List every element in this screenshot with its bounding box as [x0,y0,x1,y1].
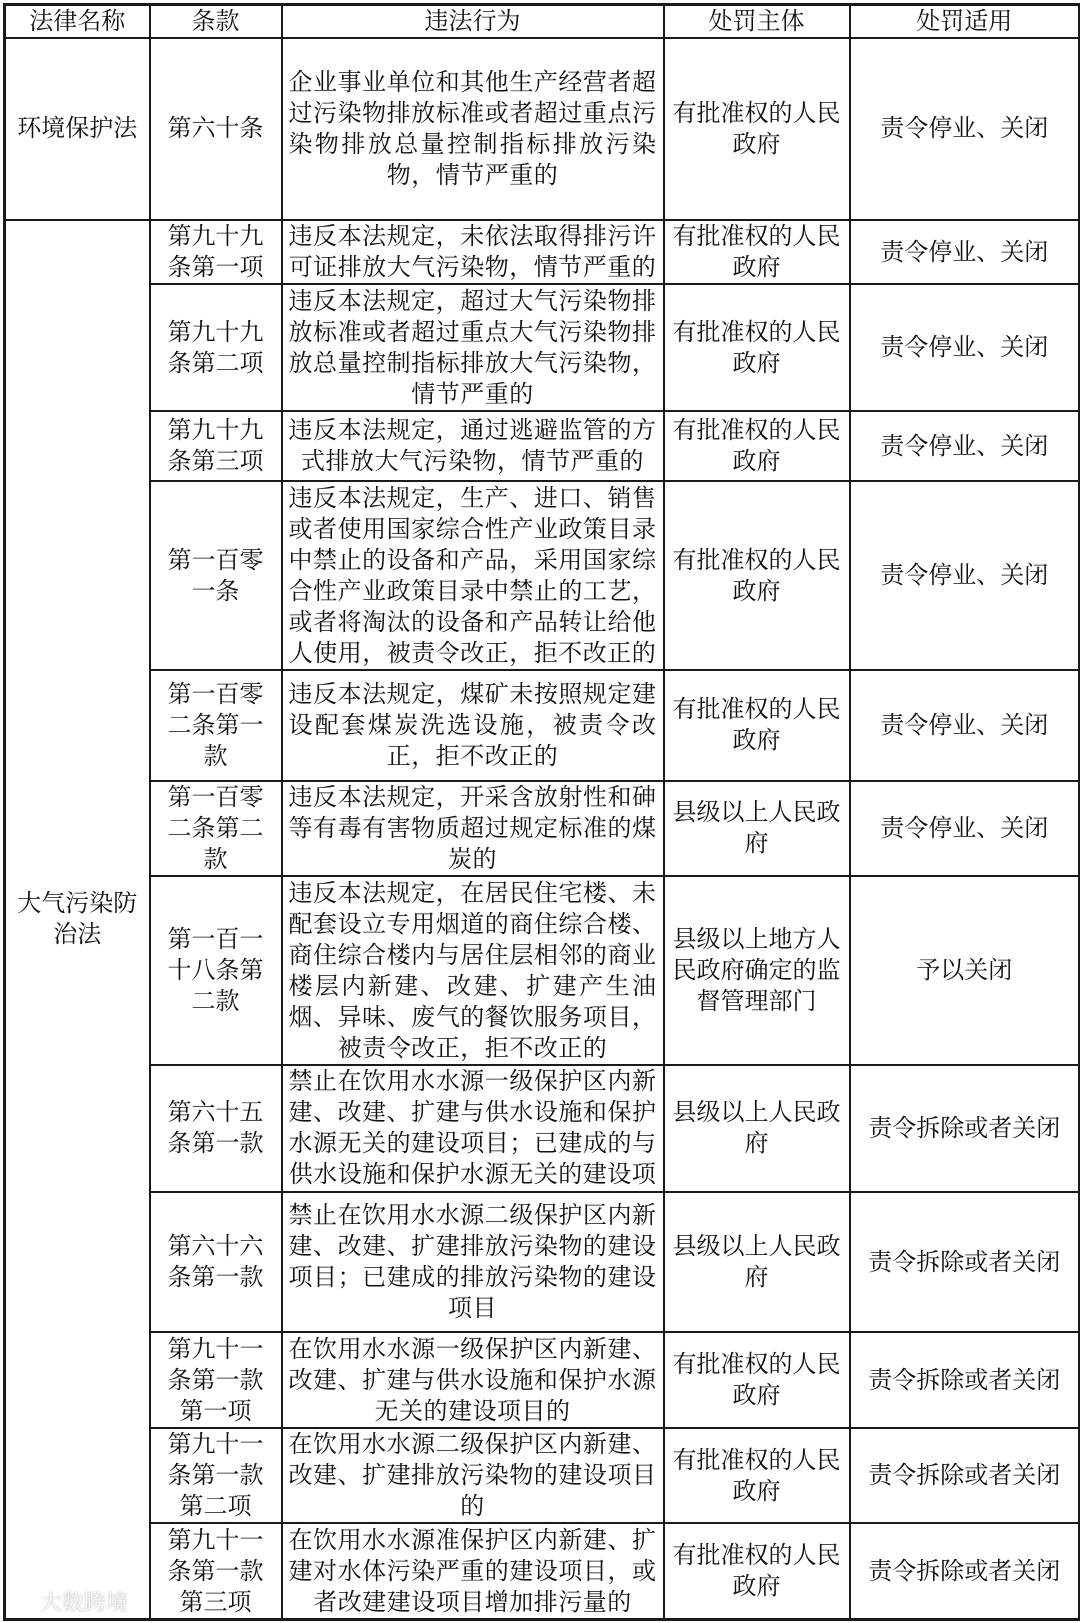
authority-cell: 县级以上人民政府 [664,1065,850,1192]
violation-cell: 企业事业单位和其他生产经营者超过污染物排放标准或者超过重点污染物排放总量控制指标排放污染物，情节严重的 [282,38,664,220]
table-row [5,1332,1080,1427]
table-row [5,781,1080,876]
table-row [5,1065,1080,1192]
violation-cell: 禁止在饮用水水源一级保护区内新建、改建、扩建与供水设施和保护水源无关的建设项目；已建成的与供水设施和保护水源无关的建设项 [282,1065,664,1192]
violation-cell: 违反本法规定，通过逃避监管的方式排放大气污染物，情节严重的 [282,411,664,481]
violation-cell: 违反本法规定，开采含放射性和砷等有毒有害物质超过规定标准的煤炭的 [282,781,664,876]
law-penalty-table [3,3,1080,1621]
authority-cell: 有批准权的人民政府 [664,670,850,781]
violation-cell: 违反本法规定，超过大气污染物排放标准或者超过重点大气污染物排放总量控制指标排放大气污染物，情节严重的 [282,284,664,411]
table-row [5,1523,1080,1619]
violation-cell: 违反本法规定，在居民住宅楼、未配套设立专用烟道的商住综合楼、商住综合楼内与居住层相邻的商业楼层内新建、改建、扩建产生油烟、异味、废气的餐饮服务项目，被责令改正，拒不改正的 [282,876,664,1065]
table-row [5,220,1080,284]
penalty-cell: 责令停业、关闭 [850,38,1080,220]
penalty-cell: 予以关闭 [850,876,1080,1065]
table-row [5,876,1080,1065]
table-row [5,481,1080,670]
penalty-cell: 责令拆除或者关闭 [850,1332,1080,1427]
article-cell: 第九十一条第一款第二项 [150,1428,282,1523]
article-cell: 第一百一十八条第二款 [150,876,282,1065]
penalty-cell: 责令拆除或者关闭 [850,1065,1080,1192]
violation-cell: 在饮用水水源准保护区内新建、扩建对水体污染严重的建设项目，或者改建建设项目增加排污量的 [282,1523,664,1619]
article-cell: 第九十一条第一款第三项 [150,1523,282,1619]
violation-cell: 禁止在饮用水水源二级保护区内新建、改建、扩建排放污染物的建设项目；已建成的排放污染物的建设项目 [282,1192,664,1333]
law-penalty-table-container [3,3,1078,1621]
authority-cell: 有批准权的人民政府 [664,1428,850,1523]
violation-cell: 在饮用水水源二级保护区内新建、改建、扩建排放污染物的建设项目的 [282,1428,664,1523]
column-header-article: 条款 [150,5,282,39]
penalty-cell: 责令停业、关闭 [850,481,1080,670]
article-cell: 第六十五条第一款 [150,1065,282,1192]
authority-cell: 县级以上地方人民政府确定的监督管理部门 [664,876,850,1065]
authority-cell: 有批准权的人民政府 [664,481,850,670]
column-header-violation: 违法行为 [282,5,664,39]
penalty-cell: 责令停业、关闭 [850,670,1080,781]
article-cell: 第一百零二条第二款 [150,781,282,876]
article-cell: 第一百零二条第一款 [150,670,282,781]
table-row [5,670,1080,781]
table-body [5,38,1080,1620]
penalty-cell: 责令停业、关闭 [850,220,1080,284]
violation-cell: 在饮用水水源一级保护区内新建、改建、扩建与供水设施和保护水源无关的建设项目的 [282,1332,664,1427]
watermark-text: 大数跨境 [40,1591,129,1616]
penalty-cell: 责令拆除或者关闭 [850,1428,1080,1523]
authority-cell: 有批准权的人民政府 [664,220,850,284]
violation-cell: 违反本法规定，未依法取得排污许可证排放大气污染物，情节严重的 [282,220,664,284]
article-cell: 第九十九条第一项 [150,220,282,284]
column-header-penalty: 处罚适用 [850,5,1080,39]
article-cell: 第九十一条第一款第一项 [150,1332,282,1427]
authority-cell: 有批准权的人民政府 [664,38,850,220]
authority-cell: 县级以上人民政府 [664,1192,850,1333]
weibo-logo-icon [8,1591,34,1613]
authority-cell: 有批准权的人民政府 [664,284,850,411]
authority-cell: 有批准权的人民政府 [664,411,850,481]
penalty-cell: 责令拆除或者关闭 [850,1192,1080,1333]
penalty-cell: 责令停业、关闭 [850,284,1080,411]
law-name-cell: 大气污染防治法 [5,220,150,1620]
article-cell: 第一百零一条 [150,481,282,670]
authority-cell: 县级以上人民政府 [664,781,850,876]
violation-cell: 违反本法规定，煤矿未按照规定建设配套煤炭洗选设施，被责令改正，拒不改正的 [282,670,664,781]
law-name-cell: 环境保护法 [5,38,150,220]
article-cell: 第六十六条第一款 [150,1192,282,1333]
penalty-cell: 责令停业、关闭 [850,781,1080,876]
table-row [5,38,1080,220]
table-row [5,1192,1080,1333]
table-row [5,411,1080,481]
header-row [5,5,1080,39]
authority-cell: 有批准权的人民政府 [664,1523,850,1619]
article-cell: 第九十九条第三项 [150,411,282,481]
article-cell: 第九十九条第二项 [150,284,282,411]
article-cell: 第六十条 [150,38,282,220]
column-header-law-name: 法律名称 [5,5,150,39]
penalty-cell: 责令停业、关闭 [850,411,1080,481]
penalty-cell: 责令拆除或者关闭 [850,1523,1080,1619]
table-row [5,284,1080,411]
table-row [5,1428,1080,1523]
watermark [8,1586,128,1617]
authority-cell: 有批准权的人民政府 [664,1332,850,1427]
violation-cell: 违反本法规定，生产、进口、销售或者使用国家综合性产业政策目录中禁止的设备和产品，采用国家综合性产业政策目录中禁止的工艺，或者将淘汰的设备和产品转让给他人使用，被责令改正，拒不改正的 [282,481,664,670]
column-header-authority: 处罚主体 [664,5,850,39]
